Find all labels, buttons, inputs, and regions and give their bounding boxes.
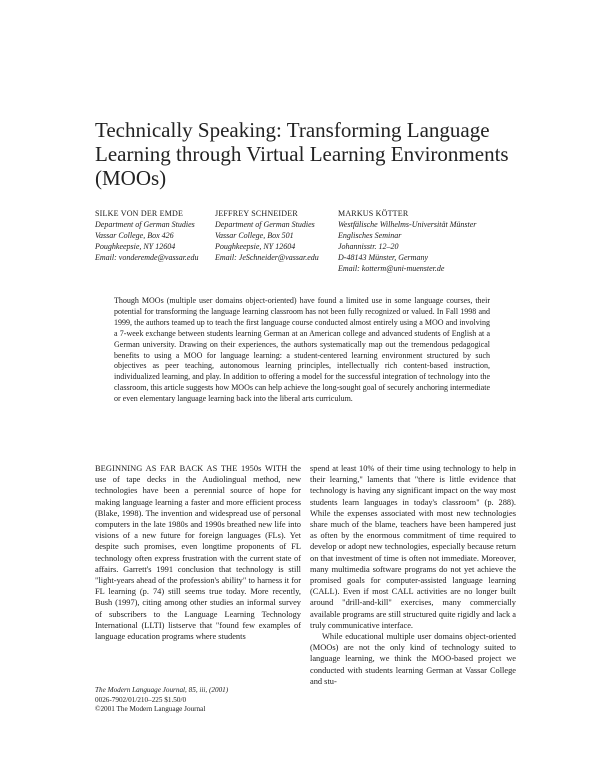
author-name: SILKE VON DER EMDE xyxy=(95,209,184,218)
author-2 xyxy=(215,208,338,274)
body-column-right xyxy=(310,463,516,687)
paragraph-text: the use of tape decks in the Audiolingual method, new technologies have been a perennial source of hope for making language learning a faster and more efficient process (Blake, 1998). The invention and widespread use of personal computers in the late 1980s and 1990s breathed new life into visions of a new future for foreign languages (FLs). Yet despite such promises, even longtime proponents of FL technology often express frustration with the current state of affairs. Garrett's 1991 conclusion that technology is still "light-years ahead of the profession's ability" to harness it for FL learning (p. 74) still seems true today. More recently, Bush (1997), citing among other studies an informal survey of subscribers to the Language Learning Technology International (LLTI) listserve that "found few examples of language education programs where students xyxy=(95,464,302,642)
run-in-heading: BEGINNING AS FAR BACK AS THE 1950s WITH xyxy=(95,464,288,473)
author-email: Email: kotterm@uni-muenster.de xyxy=(338,264,445,273)
author-email: Email: JeSchneider@vassar.edu xyxy=(215,253,319,262)
author-affiliation-line: Vassar College, Box 426 xyxy=(95,231,174,240)
issn-line: 0026-7902/01/210–225 $1.50/0 xyxy=(95,695,187,704)
author-affiliation-line: Englisches Seminar xyxy=(338,231,402,240)
author-affiliation-line: Poughkeepsie, NY 12604 xyxy=(215,242,296,251)
article-title: Technically Speaking: Transforming Language Learning through Virtual Learning Environments (MOOs) xyxy=(95,118,509,190)
author-affiliation-line: D-48143 Münster, Germany xyxy=(338,253,428,262)
author-affiliation-line: Johannisstr. 12–20 xyxy=(338,242,399,251)
abstract: Though MOOs (multiple user domains object-oriented) have found a limited use in some language courses, their potential for transforming the language learning classroom has not been fully recognized or valued. In Fall 1998 and 1999, the authors teamed up to teach the first language course conducted almost entirely using a MOO and involving a 7-week exchange between students learning German at an American college and advanced students of English at a German university. Drawing on their experiences, the authors systematically map out the tremendous pedagogical benefits to using a MOO for language learning: a student-centered learning environment structured by such objectives as peer teaching, autonomous learning principles, intellectually rich content-based instruction, individualized learning, and play. In addition to offering a model for the successful integration of technology into the classroom, this article suggests how MOOs can help achieve the long-sought goal of securely anchoring intermediate or even elementary language learning back into the liberal arts curriculum. xyxy=(114,296,490,404)
author-1 xyxy=(95,208,215,274)
author-email: Email: vonderemde@vassar.edu xyxy=(95,253,199,262)
author-affiliation-line: Poughkeepsie, NY 12604 xyxy=(95,242,176,251)
author-block xyxy=(95,208,515,274)
journal-footer xyxy=(95,686,295,715)
body-paragraph: spend at least 10% of their time using technology to help in their learning," laments that "there is little evidence that technology is having any significant impact on the way most students learn languages in today's classroom" (p. 288). While the expenses associated with most new technologies share much of the blame, teachers have been hampered just as often by the enormous commitment of time required to develop or adopt new technologies, especially because return on that investment of time is often not immediate. Moreover, many multimedia software programs do not yet achieve the promised goals for computer-assisted language learning (CALL). Even if most CALL activities are no longer built around "drill-and-kill" exercises, many commercially available programs are still structured quite rigidly and lack a truly communicative interface. xyxy=(310,464,516,630)
author-name: JEFFREY SCHNEIDER xyxy=(215,209,298,218)
author-affiliation-line: Department of German Studies xyxy=(95,220,195,229)
body-paragraph xyxy=(95,463,301,642)
author-3 xyxy=(338,208,477,274)
author-name: MARKUS KÖTTER xyxy=(338,209,409,218)
author-affiliation-line: Department of German Studies xyxy=(215,220,315,229)
author-affiliation-line: Vassar College, Box 501 xyxy=(215,231,294,240)
journal-citation: The Modern Language Journal, 85, iii, (2001) xyxy=(95,686,229,694)
body-column-left xyxy=(95,463,301,642)
author-affiliation-line: Westfälische Wilhelms-Universität Münster xyxy=(338,220,477,229)
copyright-line: ©2001 The Modern Language Journal xyxy=(95,705,206,714)
body-paragraph: While educational multiple user domains object-oriented (MOOs) are not the only kind of technology suited to language learning, we think the MOO-based project we conducted with students learning German at Vassar College and stu- xyxy=(310,632,516,686)
